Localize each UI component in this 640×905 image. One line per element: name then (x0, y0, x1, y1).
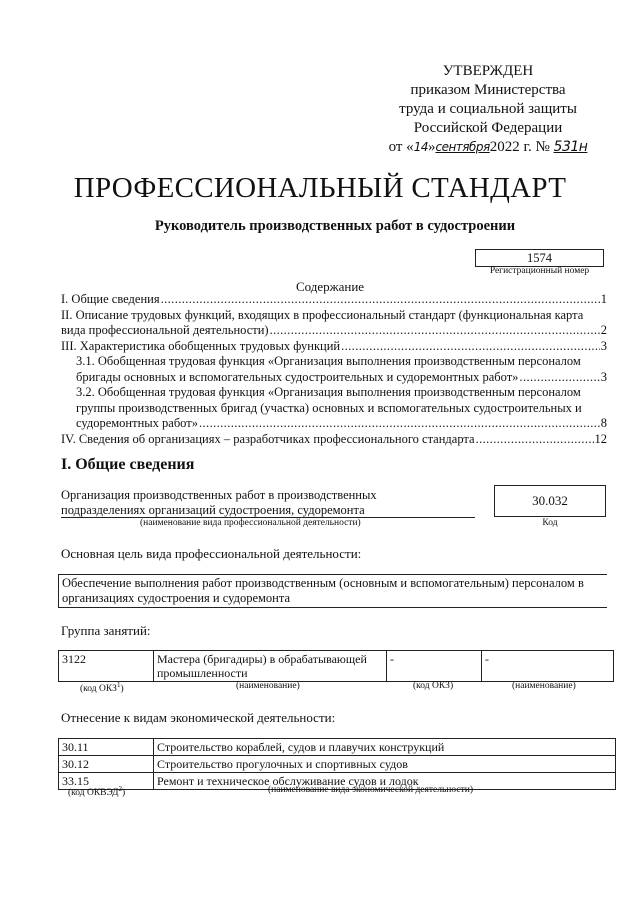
approval-line: труда и социальной защиты (399, 101, 577, 117)
okz-code-caption: (код ОКЗ$^1$) (80, 681, 124, 695)
okz-name: Мастера (бригадиры) в обрабатывающей промышленности (154, 651, 387, 682)
toc-page: 8 (600, 416, 607, 430)
toc-page: 12 (594, 431, 607, 446)
okz-code2-caption: (код ОКЗ) (413, 681, 454, 691)
toc-item[interactable]: III. Характеристика обобщенных трудовых функций ..... 3 (61, 339, 607, 355)
table-row (59, 739, 616, 756)
approval-block (368, 62, 608, 157)
okz-code: 3122 (59, 651, 154, 682)
approval-line: Российской Федерации (413, 120, 563, 136)
toc-item[interactable]: 3.1. Обобщенная трудовая функция «Организация выполнения производственным персоналом бригады основных и вспомогательных судостроительных и судоремонтных работ» ..... 3 (61, 354, 607, 385)
okved-name: Ремонт и техническое обслуживание судов и лодок (154, 773, 616, 790)
approval-date: от «14»сентября2022 г. № 531н (388, 139, 588, 155)
okz-name-caption: (наименование) (236, 681, 300, 691)
activity-code: 30.032 (494, 485, 606, 517)
goal-label: Основная цель вида профессиональной деятельности: (61, 546, 362, 561)
toc-page: 2 (600, 323, 607, 337)
toc-item[interactable]: IV. Сведения об организациях – разработчиках профессионального стандарта ..... 12 (61, 432, 607, 448)
toc-page: 1 (600, 292, 607, 306)
registration-label: Регистрационный номер (489, 266, 590, 276)
group-label: Группа занятий: (61, 623, 151, 638)
activity-name: Организация производственных работ в производственных подразделениях организаций судостроения, судоремонта (61, 488, 377, 517)
table-row (59, 756, 616, 773)
code-caption: Код (542, 518, 558, 528)
goal-text: Обеспечение выполнения работ производственным (основным и вспомогательным) персоналом в организациях судостроения и судоремонта (58, 574, 607, 608)
handwritten-day: 14 (413, 140, 428, 154)
toc-item[interactable]: I. Общие сведения ..... 1 (61, 292, 607, 308)
handwritten-month: сентября (435, 140, 490, 154)
section-heading: I. Общие сведения (61, 456, 195, 473)
table-of-contents (61, 292, 607, 447)
toc-page: 3 (600, 338, 607, 353)
document-title: ПРОФЕССИОНАЛЬНЫЙ СТАНДАРТ (73, 172, 567, 204)
okved-code: 30.11 (59, 739, 154, 756)
document-subtitle: Руководитель производственных работ в судостроении (154, 218, 516, 234)
okz-name2-caption: (наименование) (512, 681, 576, 691)
okz-code-2: - (387, 651, 482, 682)
occupation-table (58, 650, 614, 682)
toc-page: 3 (600, 369, 607, 384)
okved-name: Строительство кораблей, судов и плавучих конструкций (154, 739, 616, 756)
okved-code-caption: (код ОКВЭД$^2$) (68, 785, 126, 799)
table-row (59, 651, 614, 682)
okved-table (58, 738, 616, 790)
handwritten-number: 531н (553, 139, 588, 155)
approval-line: приказом Министерства (410, 82, 566, 98)
toc-item[interactable]: II. Описание трудовых функций, входящих в профессиональный стандарт (функциональная карта вида профессиональной деятельности) ..... 2 (61, 308, 607, 339)
okved-name-caption: (наименование вида экономической деятельности) (268, 785, 473, 795)
okved-code: 33.15 (59, 773, 154, 790)
toc-title: Содержание (295, 279, 365, 294)
okz-name-2: - (482, 651, 614, 682)
registration-number: 1574 (475, 249, 604, 267)
activity-caption: (наименование вида профессиональной деятельности) (140, 518, 361, 528)
approval-title: УТВЕРЖДЕН (442, 63, 534, 79)
okved-name: Строительство прогулочных и спортивных судов (154, 756, 616, 773)
okved-code: 30.12 (59, 756, 154, 773)
okved-label: Отнесение к видам экономической деятельности: (61, 710, 336, 725)
toc-item[interactable]: 3.2. Обобщенная трудовая функция «Организация выполнения производственным персоналом группы производственных бригад (участка) основных и вспомогательных судостроительных и судоремонтных работ» ..... 8 (61, 385, 607, 432)
